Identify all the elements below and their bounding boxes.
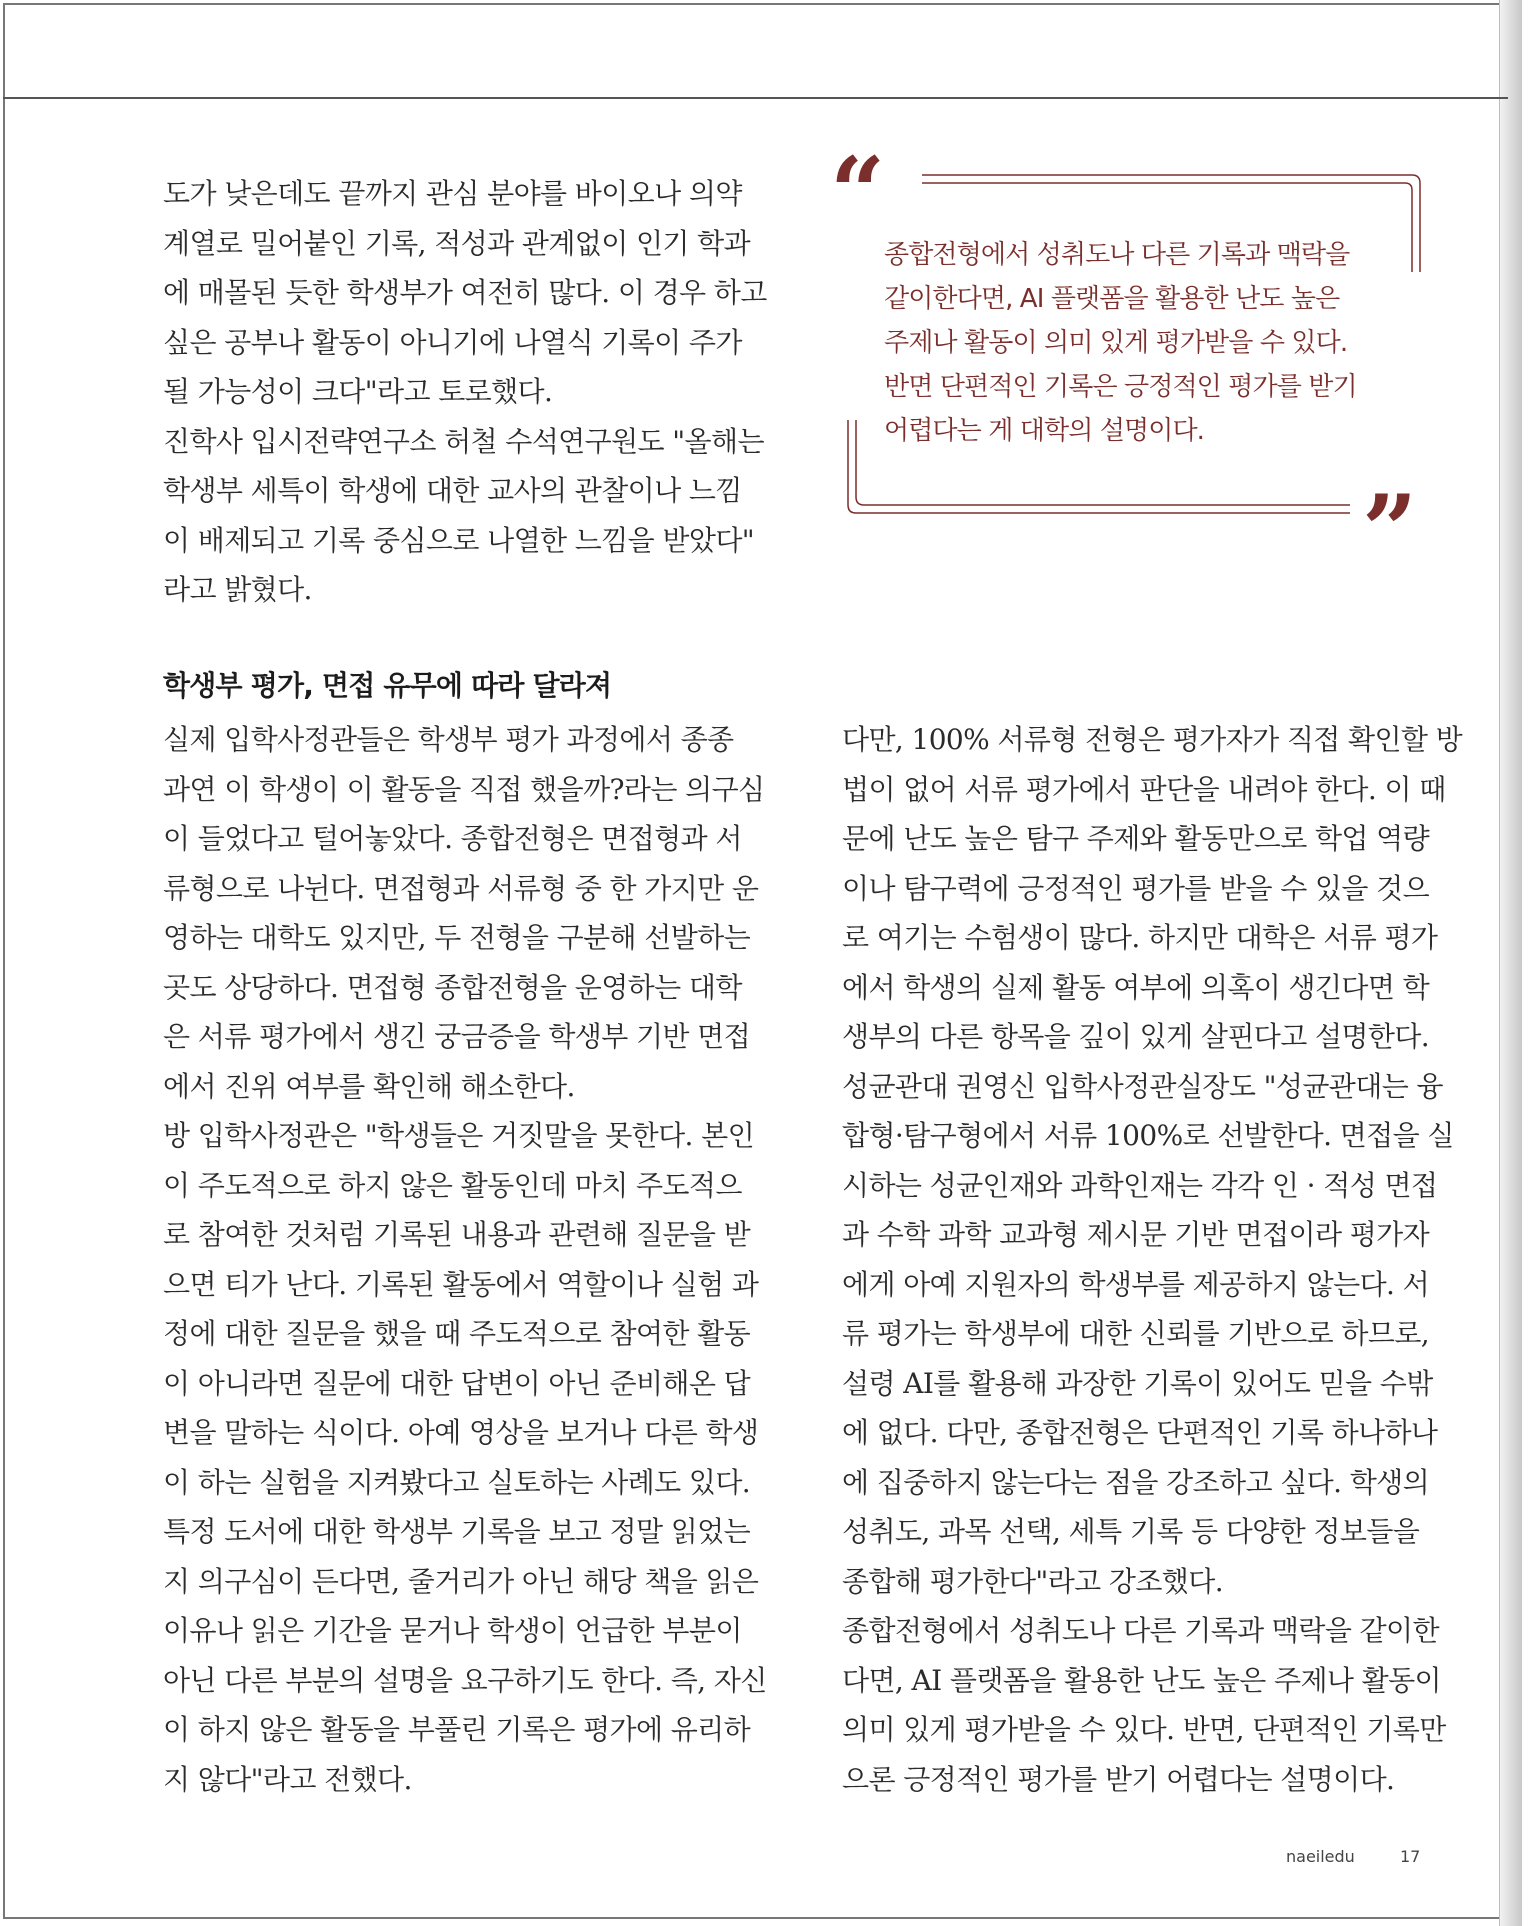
body-line: 방 입학사정관은 "학생들은 거짓말을 못한다. 본인 <box>163 1119 755 1152</box>
body-line: 싶은 공부나 활동이 아니기에 나열식 기록이 주가 <box>163 325 742 359</box>
body-line: 될 가능성이 크다"라고 토로했다. <box>163 375 553 408</box>
body-line: 이 아니라면 질문에 대한 답변이 아닌 준비해온 답 <box>163 1366 751 1400</box>
body-line: 진학사 입시전략연구소 허철 수석연구원도 "올해는 <box>163 424 764 458</box>
body-line: 에 매몰된 듯한 학생부가 여전히 많다. 이 경우 하고 <box>163 276 767 309</box>
body-line: 으면 티가 난다. 기록된 활동에서 역할이나 실험 과 <box>163 1267 759 1301</box>
body-line: 종합전형에서 성취도나 다른 기록과 맥락을 같이한 <box>842 1614 1439 1647</box>
body-line: 지 않다"라고 전했다. <box>163 1762 412 1796</box>
body-line: 변을 말하는 식이다. 아예 영상을 보거나 다른 학생 <box>163 1416 759 1449</box>
body-line: 에서 학생의 실제 활동 여부에 의혹이 생긴다면 학 <box>842 970 1430 1004</box>
body-line: 실제 입학사정관들은 학생부 평가 과정에서 종종 <box>163 723 734 756</box>
header-rule <box>3 97 1508 99</box>
left-column <box>163 715 767 1804</box>
pull-quote-line: 종합전형에서 성취도나 다른 기록과 맥락을 <box>884 240 1350 270</box>
body-line: 라고 밝혔다. <box>163 573 312 606</box>
body-line: 의미 있게 평가받을 수 있다. 반면, 단편적인 기록만 <box>842 1713 1446 1746</box>
close-quote-icon: ” <box>1362 474 1418 587</box>
body-line: 이 들었다고 털어놓았다. 종합전형은 면접형과 서 <box>163 822 742 855</box>
body-line: 성취도, 과목 선택, 세특 기록 등 다양한 정보들을 <box>842 1515 1420 1548</box>
body-line: 로 참여한 것처럼 기록된 내용과 관련해 질문을 받 <box>163 1218 751 1251</box>
pull-quote-line: 같이한다면, AI 플랫폼을 활용한 난도 높은 <box>884 284 1340 314</box>
body-line: 아닌 다른 부분의 설명을 요구하기도 한다. 즉, 자신 <box>163 1663 767 1697</box>
pull-quote <box>830 136 1430 587</box>
body-line: 에게 아예 지원자의 학생부를 제공하지 않는다. 서 <box>842 1267 1430 1301</box>
body-line: 이유나 읽은 기간을 묻거나 학생이 언급한 부분이 <box>163 1614 742 1647</box>
body-line: 시하는 성균인재와 과학인재는 각각 인 · 적성 면접 <box>842 1168 1438 1202</box>
body-line: 이 주도적으로 하지 않은 활동인데 마치 주도적으 <box>163 1168 742 1202</box>
section-heading: 학생부 평가, 면접 유무에 따라 달라져 <box>163 669 612 702</box>
body-line: 법이 없어 서류 평가에서 판단을 내려야 한다. 이 때 <box>842 772 1446 806</box>
body-line: 설령 AI를 활용해 과장한 기록이 있어도 믿을 수밖 <box>842 1366 1433 1400</box>
pull-quote-line: 어렵다는 게 대학의 설명이다. <box>884 416 1205 446</box>
body-line: 류 평가는 학생부에 대한 신뢰를 기반으로 하므로, <box>842 1317 1430 1350</box>
body-line: 학생부 세특이 학생에 대한 교사의 관찰이나 느낌 <box>163 474 742 507</box>
body-line: 에 집중하지 않는다는 점을 강조하고 싶다. 학생의 <box>842 1465 1430 1499</box>
body-line: 정에 대한 질문을 했을 때 주도적으로 참여한 활동 <box>163 1317 751 1350</box>
body-line: 문에 난도 높은 탐구 주제와 활동만으로 학업 역량 <box>842 822 1430 855</box>
body-line: 로 여기는 수험생이 많다. 하지만 대학은 서류 평가 <box>842 921 1438 954</box>
pull-quote-line: 주제나 활동이 의미 있게 평가받을 수 있다. <box>884 328 1348 358</box>
footer-brand: naeiledu <box>1286 1847 1355 1866</box>
right-column <box>842 715 1463 1804</box>
page-edge-shadow <box>1499 0 1522 1926</box>
body-line: 이나 탐구력에 긍정적인 평가를 받을 수 있을 것으 <box>842 871 1430 905</box>
body-line: 이 하는 실험을 지켜봤다고 실토하는 사례도 있다. <box>163 1465 751 1499</box>
body-line: 지 의구심이 든다면, 줄거리가 아닌 해당 책을 읽은 <box>163 1564 759 1598</box>
body-line: 에서 진위 여부를 확인해 해소한다. <box>163 1069 575 1103</box>
body-line: 특정 도서에 대한 학생부 기록을 보고 정말 읽었는 <box>163 1515 751 1548</box>
body-line: 다만, 100% 서류형 전형은 평가자가 직접 확인할 방 <box>842 723 1463 756</box>
body-line: 도가 낮은데도 끝까지 관심 분야를 바이오나 의약 <box>163 177 742 210</box>
body-line: 종합해 평가한다"라고 강조했다. <box>842 1564 1224 1598</box>
intro-paragraphs <box>163 169 767 615</box>
page-number: 17 <box>1400 1847 1421 1866</box>
body-line: 합형·탐구형에서 서류 100%로 선발한다. 면접을 실 <box>842 1119 1454 1152</box>
body-line: 이 하지 않은 활동을 부풀린 기록은 평가에 유리하 <box>163 1713 751 1746</box>
body-line: 류형으로 나뉜다. 면접형과 서류형 중 한 가지만 운 <box>163 871 759 905</box>
pull-quote-line: 반면 단편적인 기록은 긍정적인 평가를 받기 <box>884 372 1357 402</box>
body-line: 과 수학 과학 교과형 제시문 기반 면접이라 평가자 <box>842 1218 1430 1251</box>
body-line: 영하는 대학도 있지만, 두 전형을 구분해 선발하는 <box>163 921 751 954</box>
pull-quote-text <box>884 233 1404 453</box>
body-line: 으론 긍정적인 평가를 받기 어렵다는 설명이다. <box>842 1762 1395 1796</box>
body-line: 계열로 밀어붙인 기록, 적성과 관계없이 인기 학과 <box>163 226 751 260</box>
body-line: 에 없다. 다만, 종합전형은 단편적인 기록 하나하나 <box>842 1416 1438 1449</box>
body-line: 곳도 상당하다. 면접형 종합전형을 운영하는 대학 <box>163 970 742 1004</box>
body-line: 다면, AI 플랫폼을 활용한 난도 높은 주제나 활동이 <box>842 1663 1441 1697</box>
body-line: 이 배제되고 기록 중심으로 나열한 느낌을 받았다" <box>163 523 755 557</box>
body-line: 과연 이 학생이 이 활동을 직접 했을까?라는 의구심 <box>163 772 765 806</box>
body-line: 생부의 다른 항목을 깊이 있게 살핀다고 설명한다. <box>842 1020 1430 1053</box>
body-line: 성균관대 권영신 입학사정관실장도 "성균관대는 융 <box>842 1069 1443 1103</box>
open-quote-icon: “ <box>830 136 886 249</box>
body-line: 은 서류 평가에서 생긴 궁금증을 학생부 기반 면접 <box>163 1020 751 1053</box>
